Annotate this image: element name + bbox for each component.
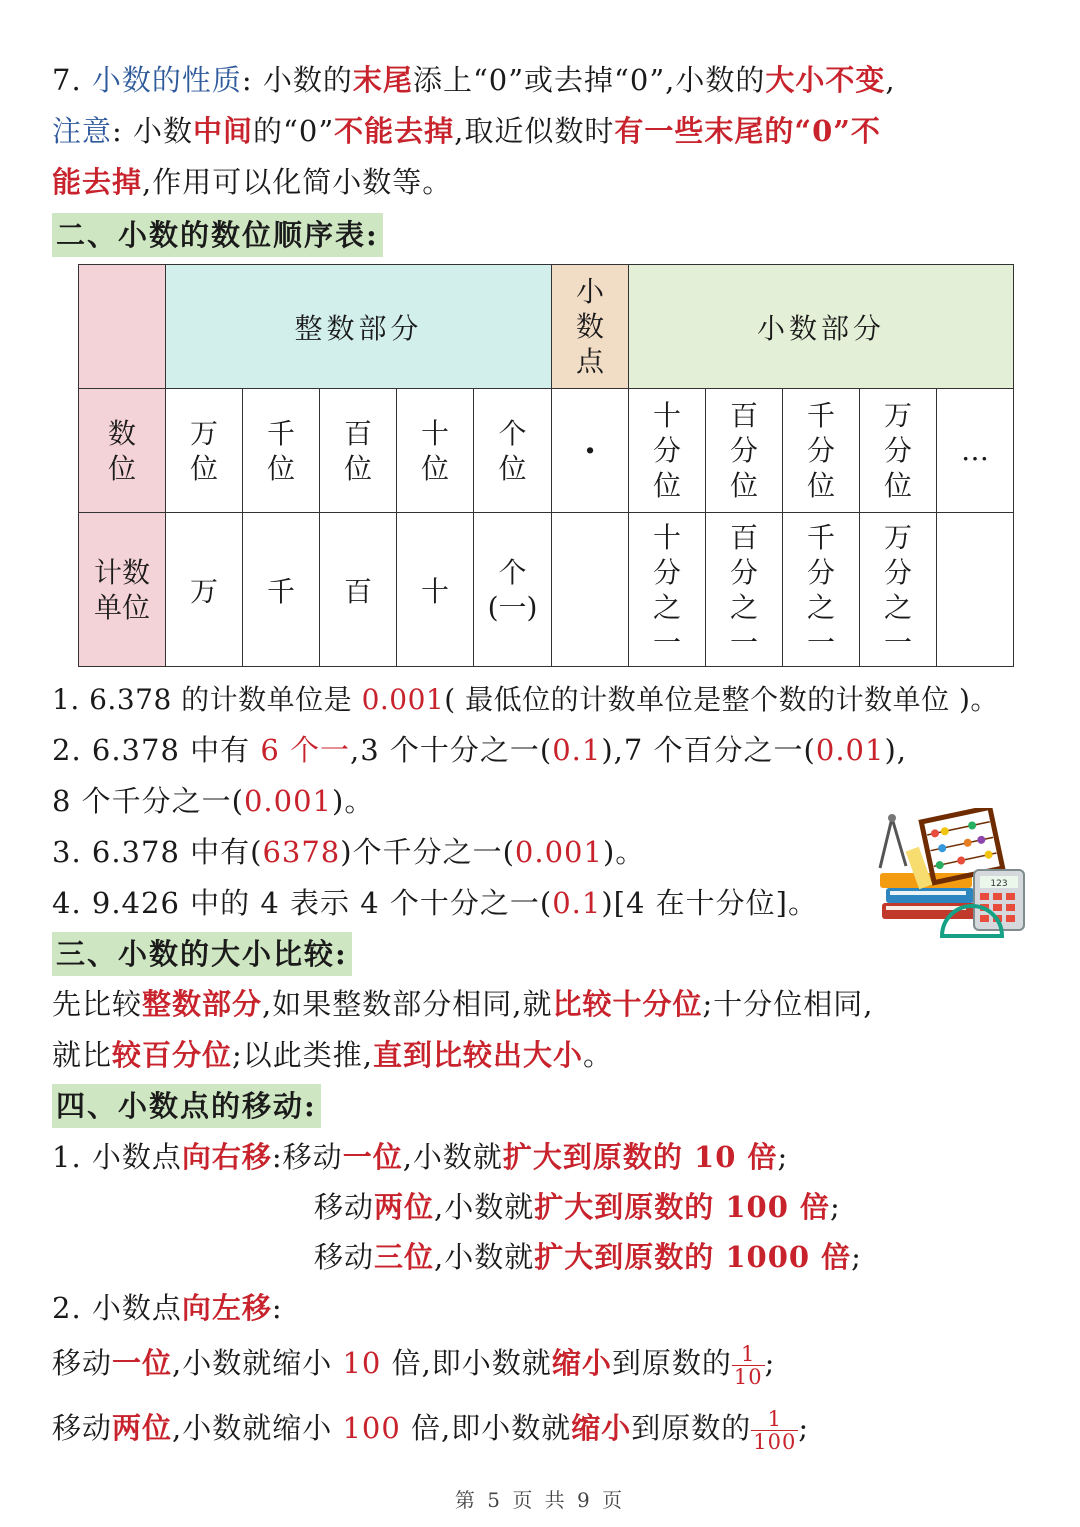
highlight: 扩大到原数的 1000 倍 bbox=[534, 1240, 852, 1274]
text: 移动 bbox=[314, 1240, 375, 1274]
text: 移动 bbox=[314, 1190, 375, 1224]
char: 分 bbox=[729, 434, 758, 467]
compare-line-1 bbox=[52, 984, 873, 1024]
char: 百 bbox=[343, 416, 372, 450]
char: 位 bbox=[107, 451, 136, 485]
char: 位 bbox=[729, 469, 758, 502]
fraction bbox=[732, 1343, 765, 1388]
move-right-line-1 bbox=[52, 1137, 788, 1177]
text: ,取近似数时 bbox=[454, 114, 615, 148]
number: 10 bbox=[342, 1346, 382, 1380]
property-line bbox=[52, 60, 896, 100]
highlight: 一位 bbox=[342, 1140, 403, 1174]
char: 位 bbox=[343, 451, 372, 485]
answer: 0.001 bbox=[361, 683, 445, 716]
char: 分 bbox=[806, 555, 835, 589]
char: 分 bbox=[883, 434, 912, 467]
empty-cell bbox=[937, 513, 1014, 667]
text: ,小数就 bbox=[434, 1240, 535, 1274]
place-cell bbox=[320, 389, 397, 513]
move-left-heading bbox=[52, 1288, 283, 1328]
text: ,如果整数部分相同,就 bbox=[262, 987, 553, 1021]
highlight: 比较十分位 bbox=[552, 987, 703, 1021]
text: )[4 在十分位]。 bbox=[601, 886, 818, 920]
unit-cell bbox=[629, 513, 706, 667]
place-cell bbox=[629, 389, 706, 513]
text: 小数的 bbox=[262, 63, 353, 97]
text: 倍,即小数就 bbox=[400, 1411, 572, 1445]
note-line-2 bbox=[52, 162, 452, 202]
place-cell bbox=[860, 389, 937, 513]
char: 分 bbox=[652, 555, 681, 589]
answer: 6378 bbox=[262, 835, 341, 869]
number: 100 bbox=[342, 1411, 401, 1445]
char: 百 bbox=[729, 399, 758, 432]
highlight: 向左移 bbox=[181, 1291, 272, 1325]
char: 位 bbox=[420, 451, 449, 485]
text: 小数 bbox=[133, 114, 194, 148]
text: 移动 bbox=[52, 1346, 113, 1380]
denominator: 100 bbox=[753, 1429, 797, 1454]
char: 个 bbox=[498, 555, 527, 589]
text: 2. 小数点 bbox=[52, 1291, 182, 1325]
highlight: 能去掉 bbox=[52, 165, 143, 199]
item-number: 7. bbox=[52, 63, 82, 97]
highlight: 两位 bbox=[112, 1411, 173, 1445]
text: 添上“0”或去掉“0”,小数的 bbox=[412, 63, 766, 97]
text: 到原数的 bbox=[611, 1346, 732, 1380]
text: ( 最低位的计数单位是整个数的计数单位 )。 bbox=[444, 683, 999, 716]
text: 的“0” bbox=[253, 114, 335, 148]
char: 百 bbox=[729, 520, 758, 554]
unit-cell: 千 bbox=[243, 513, 320, 667]
text: ,小数就缩小 bbox=[172, 1346, 343, 1380]
text: 到原数的 bbox=[631, 1411, 752, 1445]
fraction bbox=[751, 1408, 798, 1453]
char: 分 bbox=[883, 555, 912, 589]
compare-line-2 bbox=[52, 1035, 613, 1075]
highlight: 较百分位 bbox=[112, 1038, 233, 1072]
text: 移动 bbox=[52, 1411, 113, 1445]
char: 分 bbox=[729, 555, 758, 589]
char: 位 bbox=[266, 451, 295, 485]
row-label-place bbox=[79, 389, 166, 513]
char: 一 bbox=[806, 625, 835, 659]
highlight: 中间 bbox=[193, 114, 254, 148]
place-cell bbox=[397, 389, 474, 513]
place-value-table bbox=[78, 264, 1014, 667]
char: 十 bbox=[420, 416, 449, 450]
highlight: 缩小 bbox=[571, 1411, 632, 1445]
unit-cell: 十 bbox=[397, 513, 474, 667]
place-cell bbox=[706, 389, 783, 513]
text: 单位 bbox=[93, 590, 150, 624]
highlight: 向右移 bbox=[181, 1140, 272, 1174]
text: 1. 小数点 bbox=[52, 1140, 182, 1174]
char: 十 bbox=[652, 399, 681, 432]
char: 小 bbox=[575, 275, 604, 308]
char: 千 bbox=[806, 399, 835, 432]
highlight: 大小不变 bbox=[765, 63, 886, 97]
page-footer: 第 5 页 共 9 页 bbox=[454, 1488, 626, 1512]
highlight: 有一些末尾的“0”不 bbox=[614, 114, 881, 148]
highlight: 不能去掉 bbox=[334, 114, 455, 148]
text: 4. 9.426 中的 4 表示 4 个十分之一( bbox=[52, 886, 553, 920]
char: 之 bbox=[652, 590, 681, 624]
question-2-cont bbox=[52, 781, 374, 821]
answer: 0.1 bbox=[552, 733, 602, 767]
colon: : bbox=[241, 63, 253, 97]
text: ,3 个十分之一( bbox=[350, 733, 553, 767]
char: 位 bbox=[883, 469, 912, 502]
text: 倍,即小数就 bbox=[381, 1346, 552, 1380]
text: , bbox=[885, 63, 896, 97]
numerator: 1 bbox=[732, 1343, 765, 1366]
char: 一 bbox=[729, 625, 758, 659]
text: ;十分位相同, bbox=[702, 987, 874, 1021]
text: ; bbox=[764, 1346, 776, 1380]
highlight: 一位 bbox=[112, 1346, 173, 1380]
property-title: 小数的性质 bbox=[91, 63, 242, 97]
text: ; bbox=[851, 1240, 862, 1274]
unit-cell: 万 bbox=[166, 513, 243, 667]
text: ,小数就 bbox=[402, 1140, 503, 1174]
highlight: 整数部分 bbox=[142, 987, 263, 1021]
highlight: 扩大到原数的 10 倍 bbox=[502, 1140, 778, 1174]
move-left-line-2 bbox=[52, 1405, 810, 1454]
char: 一 bbox=[652, 625, 681, 659]
question-1 bbox=[52, 680, 999, 720]
char: 千 bbox=[806, 520, 835, 554]
highlight: 三位 bbox=[374, 1240, 435, 1274]
note-line bbox=[52, 111, 881, 151]
highlight: 扩大到原数的 100 倍 bbox=[534, 1190, 830, 1224]
text: 就比 bbox=[52, 1038, 113, 1072]
math-clipart-icon bbox=[872, 808, 1032, 943]
section-heading-4: 四、小数点的移动: bbox=[52, 1084, 321, 1128]
text: 。 bbox=[583, 1038, 614, 1072]
text: ),7 个百分之一( bbox=[601, 733, 816, 767]
decimal-point-cell: · bbox=[552, 389, 629, 513]
text: ,小数就 bbox=[434, 1190, 535, 1224]
integer-part-header: 整数部分 bbox=[166, 265, 552, 389]
move-left-line-1 bbox=[52, 1340, 776, 1389]
place-cell bbox=[474, 389, 552, 513]
highlight: 末尾 bbox=[352, 63, 413, 97]
text: :移动 bbox=[271, 1140, 343, 1174]
text: ; bbox=[798, 1411, 810, 1445]
char: 数 bbox=[575, 310, 604, 343]
text: : bbox=[271, 1291, 283, 1325]
ellipsis-cell: … bbox=[937, 389, 1014, 513]
text: ;以此类推, bbox=[232, 1038, 374, 1072]
answer: 0.01 bbox=[815, 733, 885, 767]
highlight: 直到比较出大小 bbox=[373, 1038, 584, 1072]
answer: 0.001 bbox=[514, 835, 603, 869]
move-right-line-2 bbox=[314, 1187, 841, 1227]
numerator: 1 bbox=[751, 1408, 798, 1431]
empty-cell bbox=[552, 513, 629, 667]
text: (一) bbox=[487, 590, 538, 624]
answer: 0.001 bbox=[243, 784, 333, 818]
text: )个千分之一( bbox=[340, 835, 515, 869]
text: 计数 bbox=[93, 555, 150, 589]
char: 一 bbox=[883, 625, 912, 659]
text: ,小数就缩小 bbox=[172, 1411, 343, 1445]
char: 之 bbox=[806, 590, 835, 624]
char: 之 bbox=[883, 590, 912, 624]
section-heading-3: 三、小数的大小比较: bbox=[52, 932, 352, 976]
answer: 6 个一 bbox=[260, 733, 351, 767]
char: 数 bbox=[107, 416, 136, 450]
text: ; bbox=[829, 1190, 841, 1224]
colon: : bbox=[112, 114, 123, 148]
text: 1. 6.378 的计数单位是 bbox=[52, 683, 362, 716]
char: 位 bbox=[498, 451, 527, 485]
text: ; bbox=[777, 1140, 789, 1174]
char: 位 bbox=[652, 469, 681, 502]
text: )。 bbox=[332, 784, 375, 818]
char: 万 bbox=[883, 520, 912, 554]
char: 万 bbox=[883, 399, 912, 432]
answer: 0.1 bbox=[552, 886, 602, 920]
char: 千 bbox=[266, 416, 295, 450]
decimal-part-header: 小数部分 bbox=[629, 265, 1014, 389]
question-3 bbox=[52, 832, 645, 872]
text: 8 个千分之一( bbox=[52, 784, 244, 818]
unit-cell bbox=[706, 513, 783, 667]
corner-cell bbox=[79, 265, 166, 389]
denominator: 10 bbox=[733, 1364, 763, 1389]
char: 十 bbox=[652, 520, 681, 554]
char: 之 bbox=[729, 590, 758, 624]
section-heading-2: 二、小数的数位顺序表: bbox=[52, 213, 383, 257]
move-right-line-3 bbox=[314, 1237, 862, 1277]
char: 位 bbox=[189, 451, 218, 485]
question-2 bbox=[52, 730, 907, 770]
unit-cell bbox=[783, 513, 860, 667]
text: ), bbox=[884, 733, 907, 767]
char: 分 bbox=[806, 434, 835, 467]
text: 2. 6.378 中有 bbox=[52, 733, 261, 767]
question-4 bbox=[52, 883, 818, 923]
unit-cell: 百 bbox=[320, 513, 397, 667]
text: 先比较 bbox=[52, 987, 143, 1021]
row-label-unit bbox=[79, 513, 166, 667]
char: 分 bbox=[652, 434, 681, 467]
calculator-display: 123 bbox=[990, 879, 1008, 889]
decimal-point-header bbox=[552, 265, 629, 389]
unit-cell bbox=[860, 513, 937, 667]
unit-cell bbox=[474, 513, 552, 667]
text: )。 bbox=[602, 835, 646, 869]
highlight: 两位 bbox=[374, 1190, 435, 1224]
char: 万 bbox=[189, 416, 218, 450]
place-cell bbox=[243, 389, 320, 513]
char: 点 bbox=[575, 345, 604, 378]
text: ,作用可以化简小数等。 bbox=[142, 165, 453, 199]
place-cell bbox=[783, 389, 860, 513]
char: 位 bbox=[806, 469, 835, 502]
text: 3. 6.378 中有( bbox=[52, 835, 263, 869]
place-cell bbox=[166, 389, 243, 513]
highlight: 缩小 bbox=[551, 1346, 612, 1380]
char: 个 bbox=[498, 416, 527, 450]
note-label: 注意 bbox=[52, 114, 113, 148]
